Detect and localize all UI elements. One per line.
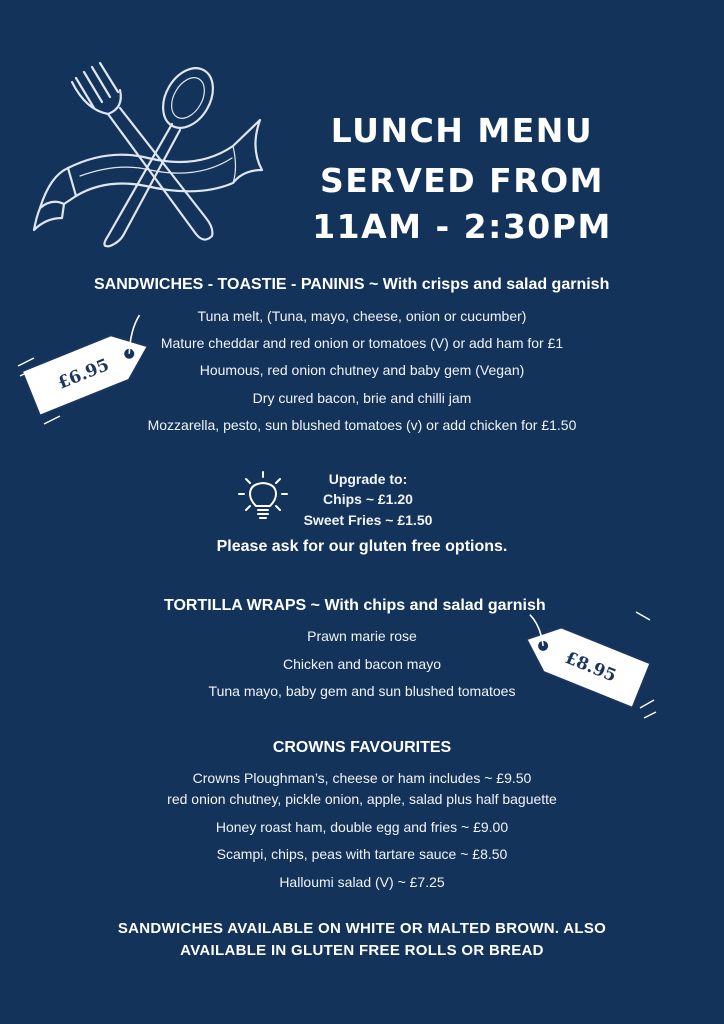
wrap-item: Prawn marie rose [307, 628, 417, 644]
lightbulb-icon [236, 470, 292, 526]
price-wraps: £8.95 [562, 647, 620, 687]
title-line-2: SERVED FROM [319, 161, 605, 200]
crowns-item: Scampi, chips, peas with tartare sauce ~ £8.50 [216, 846, 508, 862]
upgrade-chips: Chips ~ £1.20 [323, 491, 413, 507]
wrap-item: Tuna mayo, baby gem and sun blushed tomatoes [208, 683, 516, 699]
upgrade-sweet-fries: Sweet Fries ~ £1.50 [303, 512, 433, 528]
crowns-heading: CROWNS FAVOURITES [272, 739, 452, 756]
cutlery-ribbon-icon [28, 58, 268, 253]
price-tag-wraps [508, 600, 658, 730]
sandwich-item: Dry cured bacon, brie and chilli jam [252, 390, 472, 406]
sandwich-item: Mature cheddar and red onion or tomatoes (V) or add ham for £1 [160, 335, 564, 351]
wrap-item: Chicken and bacon mayo [283, 656, 441, 672]
crowns-item: Halloumi salad (V) ~ £7.25 [279, 874, 445, 890]
price-tag-sandwiches [14, 296, 174, 436]
sandwiches-heading: SANDWICHES - TOASTIE - PANINIS ~ With crisps and salad garnish [94, 276, 610, 293]
title-line-1: LUNCH MENU [330, 111, 594, 150]
sandwich-item: Houmous, red onion chutney and baby gem (Vegan) [199, 362, 525, 378]
crowns-item: Crowns Ploughman’s, cheese or ham includes ~ £9.50 [192, 770, 532, 786]
price-sandwiches: £6.95 [55, 355, 113, 394]
wraps-heading: TORTILLA WRAPS ~ With chips and salad garnish [164, 597, 546, 614]
sandwich-item: Tuna melt, (Tuna, mayo, cheese, onion or cucumber) [197, 308, 527, 324]
crowns-item: red onion chutney, pickle onion, apple, salad plus half baguette [167, 791, 557, 807]
crowns-item: Honey roast ham, double egg and fries ~ £9.00 [215, 819, 509, 835]
sandwich-item: Mozzarella, pesto, sun blushed tomatoes (v) or add chicken for £1.50 [147, 417, 577, 433]
upgrade-title: Upgrade to: [328, 471, 408, 487]
footer-line-2: AVAILABLE IN GLUTEN FREE ROLLS OR BREAD [180, 942, 544, 959]
title-line-3: 11AM - 2:30PM [312, 207, 612, 246]
footer-line-1: SANDWICHES AVAILABLE ON WHITE OR MALTED BROWN. ALSO [117, 920, 607, 937]
gluten-note: Please ask for our gluten free options. [216, 538, 508, 555]
